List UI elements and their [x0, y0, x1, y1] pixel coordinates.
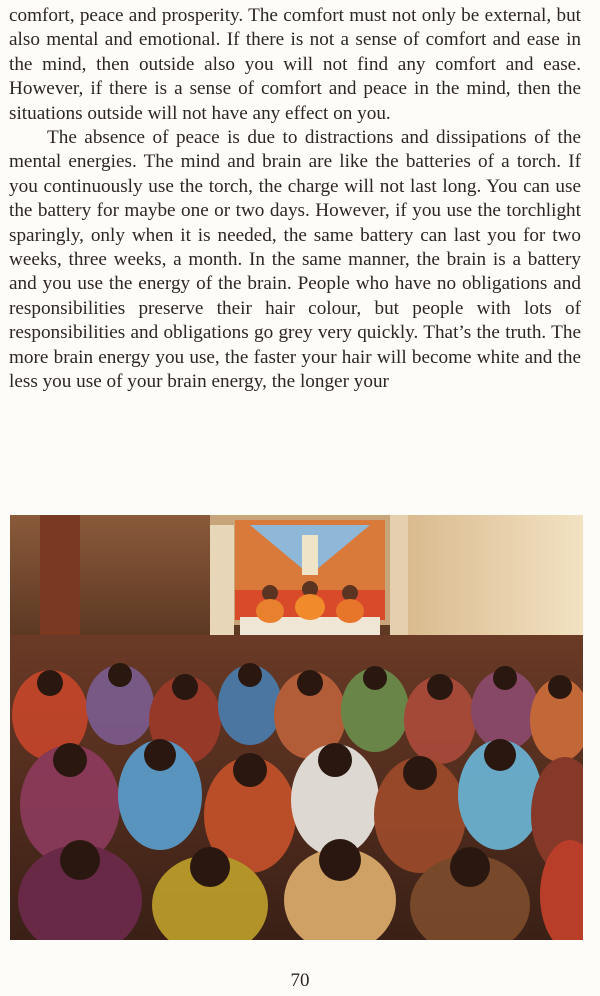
satsang-photograph: [10, 515, 583, 940]
page-number: 70: [290, 970, 310, 991]
paragraph-1: comfort, peace and prosperity. The comfort must not only be external, but also mental and emotional. If there is not a sense of comfort and ease in the mind, then outside also you will not find any comfort and ease. However, if there is a sense of comfort and peace in the mind, then the situations outside will not have any effect on you.: [9, 5, 581, 124]
paragraph-2: The absence of peace is due to distractions and dissipations of the mental energies. The mind and brain are like the batteries of a torch. If you continuously use the torch, the charge will not last long. You can use the battery for maybe one or two days. However, if you use the torchlight sparingly, only when it is needed, the same battery can last you for two weeks, three weeks, a month. In the same manner, the brain is a battery and you use the energy of the brain. People who have no obligations and responsibilities preserve their hair colour, but people with lots of responsibilities and obligations go grey very quickly. That’s the truth. The more brain energy you use, the faster your hair will become white and the less you use of your brain energy, the longer your: [9, 127, 581, 393]
body-text: [9, 4, 581, 395]
